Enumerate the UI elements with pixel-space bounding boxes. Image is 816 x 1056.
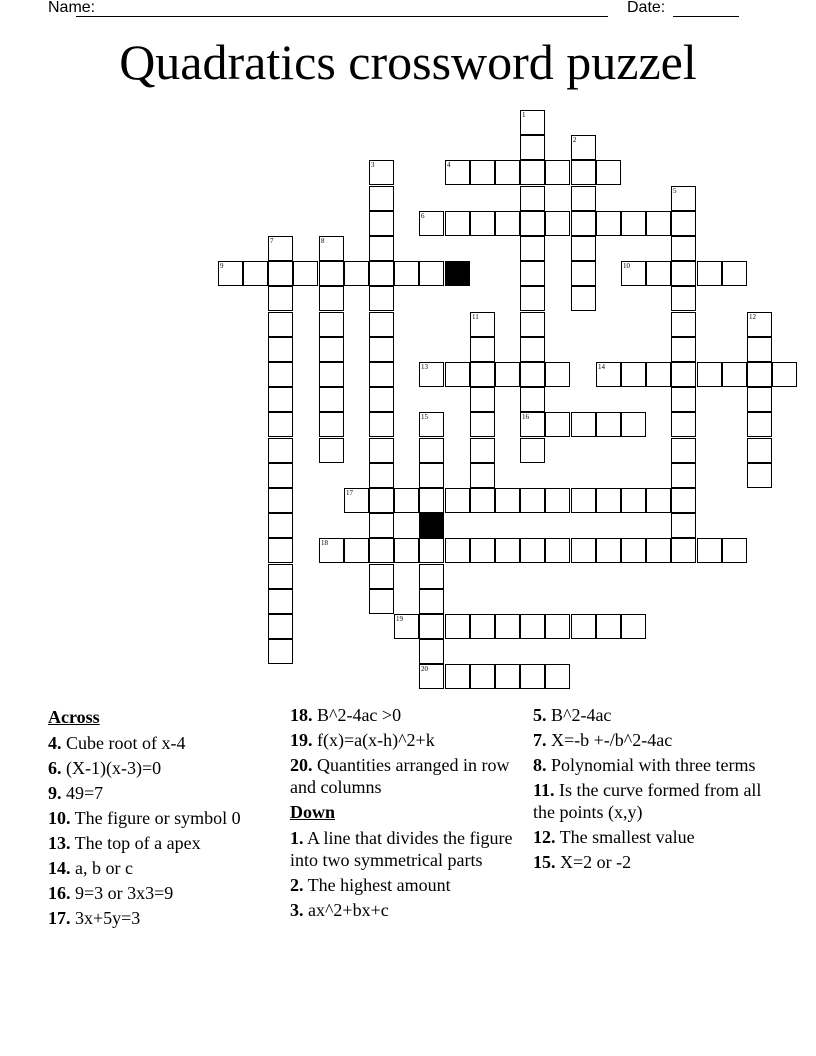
clue-item <box>48 857 280 879</box>
grid-cell[interactable] <box>369 538 394 563</box>
grid-cell[interactable] <box>394 538 419 563</box>
clue-text: 3x+5y=3 <box>70 908 141 928</box>
grid-cell[interactable] <box>671 412 696 437</box>
grid-cell[interactable] <box>545 412 570 437</box>
grid-cell[interactable] <box>747 362 772 387</box>
clue-text: B^2-4ac >0 <box>312 705 402 725</box>
clue-number-label: 7. <box>533 730 547 750</box>
grid-cell[interactable] <box>419 211 444 236</box>
grid-cell[interactable] <box>470 312 495 337</box>
grid-cell[interactable] <box>495 211 520 236</box>
grid-cell[interactable] <box>646 362 671 387</box>
clue-number-label: 2. <box>290 875 304 895</box>
grid-cell[interactable] <box>520 614 545 639</box>
clue-item <box>290 704 522 726</box>
grid-cell[interactable] <box>470 463 495 488</box>
grid-cell[interactable] <box>470 664 495 689</box>
grid-cell[interactable] <box>268 362 293 387</box>
grid-cell[interactable] <box>419 261 444 286</box>
grid-cell[interactable] <box>671 513 696 538</box>
grid-cell[interactable] <box>470 387 495 412</box>
grid-cell[interactable] <box>596 160 621 185</box>
grid-cell[interactable] <box>697 362 722 387</box>
grid-cell[interactable] <box>621 488 646 513</box>
clue-text: The top of a apex <box>70 833 201 853</box>
clue-number-label: 17. <box>48 908 71 928</box>
grid-cell[interactable] <box>268 513 293 538</box>
grid-cell[interactable] <box>545 160 570 185</box>
clue-item <box>290 754 522 798</box>
grid-cell[interactable] <box>671 186 696 211</box>
grid-cell[interactable] <box>369 211 394 236</box>
grid-cell[interactable] <box>571 412 596 437</box>
grid-cell[interactable] <box>545 362 570 387</box>
grid-cell[interactable] <box>495 362 520 387</box>
black-cell <box>445 261 470 286</box>
clue-number: 5 <box>673 187 677 195</box>
clue-number-label: 14. <box>48 858 71 878</box>
grid-cell[interactable] <box>520 664 545 689</box>
grid-cell[interactable] <box>646 488 671 513</box>
grid-cell[interactable] <box>445 664 470 689</box>
grid-cell[interactable] <box>319 312 344 337</box>
grid-cell[interactable] <box>520 261 545 286</box>
clue-text: 9=3 or 3x3=9 <box>70 883 174 903</box>
clue-item <box>48 757 280 779</box>
grid-cell[interactable] <box>747 438 772 463</box>
grid-cell[interactable] <box>445 488 470 513</box>
clue-text: Cube root of x-4 <box>61 733 186 753</box>
grid-cell[interactable] <box>571 261 596 286</box>
grid-cell[interactable] <box>545 211 570 236</box>
grid-cell[interactable] <box>520 160 545 185</box>
grid-cell[interactable] <box>419 463 444 488</box>
grid-cell[interactable] <box>218 261 243 286</box>
grid-cell[interactable] <box>621 211 646 236</box>
grid-cell[interactable] <box>671 387 696 412</box>
grid-cell[interactable] <box>268 538 293 563</box>
grid-cell[interactable] <box>268 614 293 639</box>
grid-cell[interactable] <box>445 160 470 185</box>
grid-cell[interactable] <box>520 135 545 160</box>
grid-cell[interactable] <box>369 463 394 488</box>
grid-cell[interactable] <box>520 488 545 513</box>
grid-cell[interactable] <box>621 261 646 286</box>
clue-item <box>533 729 768 751</box>
grid-cell[interactable] <box>268 412 293 437</box>
grid-cell[interactable] <box>344 261 369 286</box>
grid-cell[interactable] <box>520 337 545 362</box>
across-heading: Across <box>48 707 100 727</box>
grid-cell[interactable] <box>671 538 696 563</box>
grid-cell[interactable] <box>747 337 772 362</box>
grid-cell[interactable] <box>722 538 747 563</box>
date-label: Date: <box>627 0 666 16</box>
clue-number-label: 19. <box>290 730 313 750</box>
grid-cell[interactable] <box>596 362 621 387</box>
grid-cell[interactable] <box>319 412 344 437</box>
clues-column-2 <box>290 704 522 924</box>
grid-cell[interactable] <box>470 614 495 639</box>
grid-cell[interactable] <box>419 589 444 614</box>
grid-cell[interactable] <box>344 488 369 513</box>
grid-cell[interactable] <box>671 463 696 488</box>
clue-number-label: 4. <box>48 733 62 753</box>
grid-cell[interactable] <box>697 261 722 286</box>
grid-cell[interactable] <box>369 387 394 412</box>
grid-cell[interactable] <box>268 312 293 337</box>
clue-text: X=-b +-/b^2-4ac <box>546 730 673 750</box>
grid-cell[interactable] <box>520 312 545 337</box>
grid-cell[interactable] <box>646 211 671 236</box>
clue-number: 11 <box>472 313 479 321</box>
clue-item <box>290 827 522 871</box>
grid-cell[interactable] <box>571 186 596 211</box>
grid-cell[interactable] <box>470 362 495 387</box>
grid-cell[interactable] <box>268 438 293 463</box>
grid-cell[interactable] <box>419 614 444 639</box>
grid-cell[interactable] <box>394 614 419 639</box>
grid-cell[interactable] <box>470 211 495 236</box>
grid-cell[interactable] <box>319 286 344 311</box>
grid-cell[interactable] <box>596 211 621 236</box>
clue-number: 16 <box>522 413 529 421</box>
grid-cell[interactable] <box>268 286 293 311</box>
grid-cell[interactable] <box>243 261 268 286</box>
grid-cell[interactable] <box>520 186 545 211</box>
grid-cell[interactable] <box>520 236 545 261</box>
grid-cell[interactable] <box>671 312 696 337</box>
clue-number: 14 <box>598 363 605 371</box>
grid-cell[interactable] <box>545 538 570 563</box>
grid-cell[interactable] <box>520 538 545 563</box>
grid-cell[interactable] <box>268 564 293 589</box>
clue-number: 3 <box>371 161 375 169</box>
grid-cell[interactable] <box>747 412 772 437</box>
clue-number-label: 9. <box>48 783 62 803</box>
grid-cell[interactable] <box>495 488 520 513</box>
clue-item <box>48 882 280 904</box>
grid-cell[interactable] <box>369 160 394 185</box>
grid-cell[interactable] <box>747 387 772 412</box>
clue-number-label: 5. <box>533 705 547 725</box>
grid-cell[interactable] <box>520 438 545 463</box>
grid-cell[interactable] <box>268 488 293 513</box>
clue-item <box>533 826 768 848</box>
grid-cell[interactable] <box>344 538 369 563</box>
grid-cell[interactable] <box>470 488 495 513</box>
clue-number: 8 <box>321 237 325 245</box>
grid-cell[interactable] <box>369 362 394 387</box>
grid-cell[interactable] <box>520 286 545 311</box>
clue-text: Polynomial with three terms <box>546 755 756 775</box>
grid-cell[interactable] <box>369 513 394 538</box>
clue-text: Quantities arranged in row and columns <box>290 755 510 797</box>
clue-number: 2 <box>573 136 577 144</box>
grid-cell[interactable] <box>369 412 394 437</box>
grid-cell[interactable] <box>268 261 293 286</box>
clue-item <box>290 729 522 751</box>
grid-cell[interactable] <box>571 538 596 563</box>
grid-cell[interactable] <box>571 211 596 236</box>
grid-cell[interactable] <box>470 160 495 185</box>
grid-cell[interactable] <box>394 488 419 513</box>
grid-cell[interactable] <box>319 538 344 563</box>
clue-number-label: 18. <box>290 705 313 725</box>
clues-column-3 <box>533 704 768 876</box>
grid-cell[interactable] <box>419 538 444 563</box>
grid-cell[interactable] <box>571 160 596 185</box>
grid-cell[interactable] <box>671 362 696 387</box>
grid-cell[interactable] <box>520 211 545 236</box>
grid-cell[interactable] <box>772 362 797 387</box>
grid-cell[interactable] <box>596 614 621 639</box>
grid-cell[interactable] <box>671 211 696 236</box>
grid-cell[interactable] <box>419 412 444 437</box>
grid-cell[interactable] <box>445 614 470 639</box>
grid-cell[interactable] <box>419 664 444 689</box>
grid-cell[interactable] <box>596 488 621 513</box>
grid-cell[interactable] <box>495 664 520 689</box>
grid-cell[interactable] <box>722 261 747 286</box>
grid-cell[interactable] <box>470 438 495 463</box>
clue-item <box>533 851 768 873</box>
grid-cell[interactable] <box>369 438 394 463</box>
name-label: Name: <box>48 0 96 16</box>
grid-cell[interactable] <box>268 463 293 488</box>
clue-item <box>290 899 522 921</box>
clue-text: a, b or c <box>70 858 133 878</box>
grid-cell[interactable] <box>319 261 344 286</box>
grid-cell[interactable] <box>319 236 344 261</box>
grid-cell[interactable] <box>268 387 293 412</box>
clue-text: 49=7 <box>61 783 104 803</box>
clue-text: ax^2+bx+c <box>303 900 389 920</box>
grid-cell[interactable] <box>268 337 293 362</box>
clue-number-label: 20. <box>290 755 313 775</box>
clue-number: 20 <box>421 665 428 673</box>
grid-cell[interactable] <box>545 614 570 639</box>
grid-cell[interactable] <box>369 589 394 614</box>
clue-number: 17 <box>346 489 353 497</box>
grid-cell[interactable] <box>369 488 394 513</box>
grid-cell[interactable] <box>495 160 520 185</box>
grid-cell[interactable] <box>671 438 696 463</box>
clue-text: X=2 or -2 <box>555 852 632 872</box>
clue-number: 15 <box>421 413 428 421</box>
clue-text: A line that divides the figure into two symmetrical parts <box>290 828 513 870</box>
clue-number: 9 <box>220 262 224 270</box>
grid-cell[interactable] <box>671 488 696 513</box>
grid-cell[interactable] <box>319 337 344 362</box>
down-heading: Down <box>290 802 336 822</box>
grid-cell[interactable] <box>470 412 495 437</box>
grid-cell[interactable] <box>369 286 394 311</box>
grid-cell[interactable] <box>394 261 419 286</box>
grid-cell[interactable] <box>671 236 696 261</box>
grid-cell[interactable] <box>419 639 444 664</box>
grid-cell[interactable] <box>369 337 394 362</box>
clue-number-label: 10. <box>48 808 71 828</box>
grid-cell[interactable] <box>571 286 596 311</box>
grid-cell[interactable] <box>520 412 545 437</box>
clue-number: 12 <box>749 313 756 321</box>
clue-number: 10 <box>623 262 630 270</box>
clue-number: 18 <box>321 539 328 547</box>
clue-text: f(x)=a(x-h)^2+k <box>312 730 435 750</box>
grid-cell[interactable] <box>419 564 444 589</box>
clue-item <box>48 782 280 804</box>
clues-column-1 <box>48 704 280 932</box>
grid-cell[interactable] <box>621 538 646 563</box>
grid-cell[interactable] <box>419 362 444 387</box>
clue-number: 13 <box>421 363 428 371</box>
grid-cell[interactable] <box>747 463 772 488</box>
clue-number-label: 1. <box>290 828 304 848</box>
clue-number-label: 8. <box>533 755 547 775</box>
clue-item <box>48 907 280 929</box>
clue-number-label: 16. <box>48 883 71 903</box>
clue-text: The smallest value <box>555 827 695 847</box>
clue-number-label: 3. <box>290 900 304 920</box>
clue-text: The figure or symbol 0 <box>70 808 241 828</box>
clue-number: 6 <box>421 212 425 220</box>
grid-cell[interactable] <box>268 639 293 664</box>
grid-cell[interactable] <box>545 488 570 513</box>
black-cell <box>419 513 444 538</box>
grid-cell[interactable] <box>545 664 570 689</box>
clue-item <box>290 874 522 896</box>
grid-cell[interactable] <box>571 488 596 513</box>
page-title: Quadratics crossword puzzel <box>119 34 697 90</box>
clue-number: 7 <box>270 237 274 245</box>
clue-text: The highest amount <box>303 875 451 895</box>
clue-number-label: 15. <box>533 852 556 872</box>
grid-cell[interactable] <box>470 337 495 362</box>
grid-cell[interactable] <box>319 438 344 463</box>
clue-number-label: 12. <box>533 827 556 847</box>
clue-item <box>48 732 280 754</box>
grid-cell[interactable] <box>419 488 444 513</box>
clue-item <box>48 807 280 829</box>
grid-cell[interactable] <box>671 286 696 311</box>
clue-item <box>533 704 768 726</box>
grid-cell[interactable] <box>445 538 470 563</box>
grid-cell[interactable] <box>495 614 520 639</box>
grid-cell[interactable] <box>646 261 671 286</box>
grid-cell[interactable] <box>369 312 394 337</box>
grid-cell[interactable] <box>747 312 772 337</box>
grid-cell[interactable] <box>495 538 520 563</box>
grid-cell[interactable] <box>722 362 747 387</box>
clue-item <box>48 832 280 854</box>
grid-cell[interactable] <box>571 135 596 160</box>
grid-cell[interactable] <box>293 261 318 286</box>
grid-cell[interactable] <box>268 589 293 614</box>
clue-text: B^2-4ac <box>546 705 612 725</box>
grid-cell[interactable] <box>369 236 394 261</box>
grid-cell[interactable] <box>319 387 344 412</box>
grid-cell[interactable] <box>470 538 495 563</box>
clue-text: (X-1)(x-3)=0 <box>61 758 162 778</box>
grid-cell[interactable] <box>369 564 394 589</box>
grid-cell[interactable] <box>268 236 293 261</box>
clue-number-label: 11. <box>533 780 555 800</box>
grid-cell[interactable] <box>419 438 444 463</box>
grid-cell[interactable] <box>369 186 394 211</box>
grid-cell[interactable] <box>621 614 646 639</box>
grid-cell[interactable] <box>571 236 596 261</box>
clue-number: 1 <box>522 111 526 119</box>
clue-number-label: 6. <box>48 758 62 778</box>
grid-cell[interactable] <box>671 337 696 362</box>
grid-cell[interactable] <box>520 362 545 387</box>
grid-cell[interactable] <box>520 387 545 412</box>
grid-cell[interactable] <box>621 362 646 387</box>
clue-item <box>533 779 768 823</box>
clue-number: 19 <box>396 615 403 623</box>
clue-item <box>533 754 768 776</box>
grid-cell[interactable] <box>671 261 696 286</box>
grid-cell[interactable] <box>445 362 470 387</box>
grid-cell[interactable] <box>596 538 621 563</box>
grid-cell[interactable] <box>646 538 671 563</box>
grid-cell[interactable] <box>697 538 722 563</box>
clue-number: 4 <box>447 161 451 169</box>
grid-cell[interactable] <box>520 110 545 135</box>
grid-cell[interactable] <box>596 412 621 437</box>
grid-cell[interactable] <box>369 261 394 286</box>
clue-number-label: 13. <box>48 833 71 853</box>
grid-cell[interactable] <box>445 211 470 236</box>
grid-cell[interactable] <box>319 362 344 387</box>
grid-cell[interactable] <box>621 412 646 437</box>
clue-text: Is the curve formed from all the points (x,y) <box>533 780 762 822</box>
grid-cell[interactable] <box>571 614 596 639</box>
